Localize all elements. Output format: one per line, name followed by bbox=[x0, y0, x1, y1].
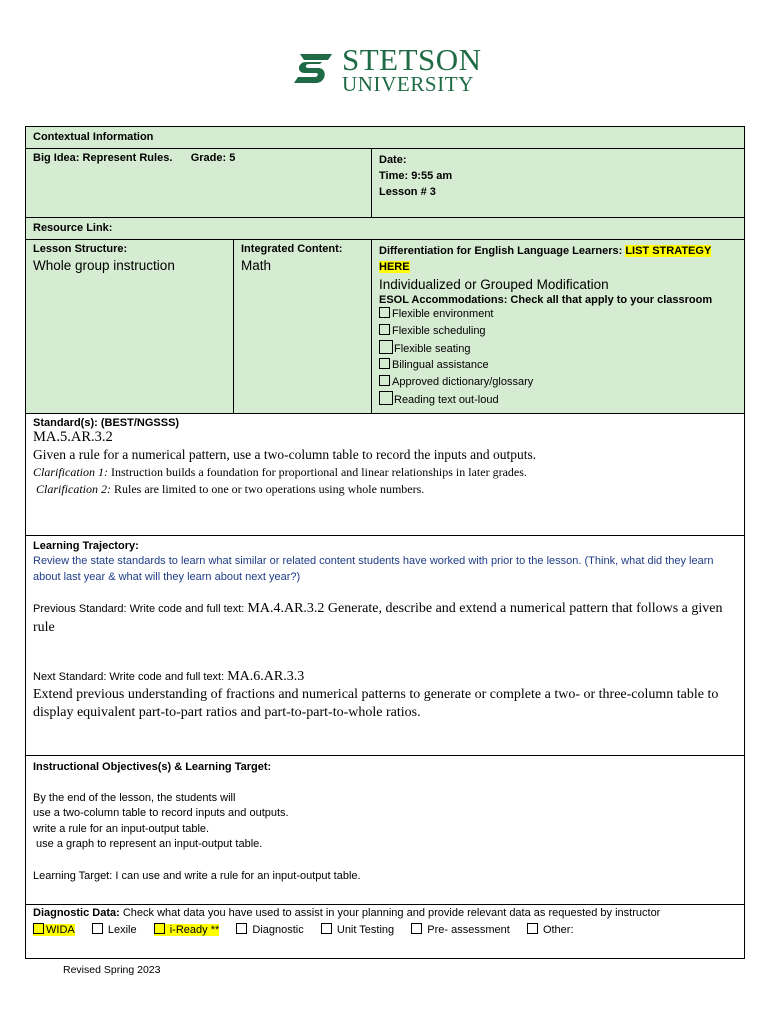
diagnostic-options bbox=[33, 923, 737, 936]
objectives-row bbox=[26, 756, 744, 905]
stetson-logo bbox=[292, 44, 482, 96]
next-standard-text: Extend previous understanding of fractions and numerical patterns to generate or complete a two- or three-column table to display equivalent part-to-part ratios and part-to-part-to-whole ratios. bbox=[33, 687, 719, 720]
diagnostic-row bbox=[26, 905, 744, 958]
checkbox-icon[interactable] bbox=[154, 923, 165, 934]
integrated-content-cell bbox=[233, 240, 371, 413]
diagnostic-option-other[interactable]: Other: bbox=[527, 924, 574, 936]
standards-row bbox=[26, 414, 744, 536]
diagnostic-label: Diagnostic Data: bbox=[33, 907, 120, 919]
structure-row bbox=[26, 240, 744, 414]
next-standard bbox=[33, 667, 737, 686]
checkbox-icon[interactable] bbox=[379, 391, 393, 405]
learning-target: Learning Target: I can use and write a rule for an input-output table. bbox=[33, 869, 361, 882]
checkbox-icon[interactable] bbox=[33, 923, 44, 934]
lesson-number: Lesson # 3 bbox=[379, 186, 436, 198]
esol-item[interactable]: Bilingual assistance bbox=[379, 357, 737, 374]
logo-line1: STETSON bbox=[342, 42, 482, 77]
esol-item[interactable]: Flexible scheduling bbox=[379, 323, 737, 340]
diagnostic-option-iready[interactable]: i-Ready ** bbox=[154, 924, 220, 936]
esol-item[interactable]: Flexible environment bbox=[379, 306, 737, 323]
diagnostic-cell bbox=[26, 905, 744, 958]
diagnostic-option-diagnostic[interactable]: Diagnostic bbox=[236, 924, 303, 936]
clarification-1-label: Clarification 1: bbox=[33, 465, 108, 479]
footer-revised: Revised Spring 2023 bbox=[63, 964, 161, 976]
objectives-label: Instructional Objectives(s) & Learning Target: bbox=[33, 761, 272, 773]
objectives-cell bbox=[26, 756, 744, 904]
standard-code: MA.5.AR.3.2 bbox=[33, 429, 113, 445]
resource-link: Resource Link: bbox=[26, 218, 744, 240]
date-cell bbox=[371, 149, 744, 217]
trajectory-label: Learning Trajectory: bbox=[33, 540, 139, 552]
contextual-row bbox=[26, 149, 744, 218]
objective-line: By the end of the lesson, the students will bbox=[33, 791, 236, 804]
diagnostic-instructions: Check what data you have used to assist in your planning and provide relevant data as requested by instructor bbox=[119, 907, 661, 919]
checkbox-icon[interactable] bbox=[321, 923, 332, 934]
standard-text: Given a rule for a numerical pattern, use a two-column table to record the inputs and outputs. bbox=[33, 447, 537, 462]
lesson-structure-value: Whole group instruction bbox=[33, 258, 175, 273]
previous-standard-label: Previous Standard: Write code and full text: bbox=[33, 603, 248, 615]
clarification-2-text: Rules are limited to one or two operations using whole numbers. bbox=[111, 482, 425, 496]
checkbox-icon[interactable] bbox=[527, 923, 538, 934]
diagnostic-option-lexile[interactable]: Lexile bbox=[92, 924, 137, 936]
checkbox-icon[interactable] bbox=[379, 358, 390, 369]
big-idea: Big Idea: Represent Rules. bbox=[33, 152, 173, 164]
big-idea-cell bbox=[26, 149, 371, 217]
ell-cell bbox=[371, 240, 744, 413]
esol-item[interactable]: Reading text out-loud bbox=[379, 391, 737, 408]
lesson-structure-cell bbox=[26, 240, 233, 413]
lesson-plan-form bbox=[25, 126, 745, 959]
ell-label: Differentiation for English Language Learners: bbox=[379, 245, 626, 257]
esol-label: ESOL Accommodations: Check all that apply to your classroom bbox=[379, 294, 713, 306]
objective-line: use a graph to represent an input-output table. bbox=[33, 838, 263, 850]
clarification-1-text: Instruction builds a foundation for proportional and linear relationships in later grades. bbox=[108, 465, 527, 479]
checkbox-icon[interactable] bbox=[411, 923, 422, 934]
time-value: Time: 9:55 am bbox=[379, 170, 453, 182]
contextual-header: Contextual Information bbox=[26, 127, 744, 149]
trajectory-row bbox=[26, 536, 744, 756]
checkbox-icon[interactable] bbox=[236, 923, 247, 934]
checkbox-icon[interactable] bbox=[92, 923, 103, 934]
ell-strategy-highlight: LIST STRATEGY HERE bbox=[379, 245, 712, 273]
diagnostic-option-pre-assessment[interactable]: Pre- assessment bbox=[411, 924, 510, 936]
trajectory-cell bbox=[26, 536, 744, 755]
esol-item[interactable]: Approved dictionary/glossary bbox=[379, 374, 737, 391]
diagnostic-option-unit-testing[interactable]: Unit Testing bbox=[321, 924, 394, 936]
grade-value: 5 bbox=[229, 152, 236, 164]
next-standard-code: MA.6.AR.3.3 bbox=[227, 669, 305, 684]
diagnostic-option-wida[interactable]: WIDA bbox=[33, 924, 75, 936]
ell-value: Individualized or Grouped Modification bbox=[379, 277, 609, 292]
stetson-s-icon bbox=[292, 52, 332, 86]
date-label: Date: bbox=[379, 154, 407, 166]
integrated-content-label: Integrated Content: bbox=[241, 243, 343, 255]
next-standard-label: Next Standard: Write code and full text: bbox=[33, 671, 228, 683]
previous-standard bbox=[33, 599, 737, 637]
checkbox-icon[interactable] bbox=[379, 375, 390, 386]
standards-cell bbox=[26, 414, 744, 535]
esol-checklist bbox=[379, 306, 737, 408]
trajectory-instructions: Review the state standards to learn what similar or related content students have worked with prior to the lesson. (Think, what did they learn about last year & what will they learn about next year?) bbox=[33, 555, 714, 583]
checkbox-icon[interactable] bbox=[379, 324, 390, 335]
logo-line2: UNIVERSITY bbox=[342, 72, 474, 96]
grade-label: Grade: bbox=[190, 152, 227, 164]
checkbox-icon[interactable] bbox=[379, 340, 393, 354]
objective-line: use a two-column table to record inputs and outputs. bbox=[33, 807, 289, 819]
clarification-2-label: Clarification 2: bbox=[36, 482, 111, 496]
objective-line: write a rule for an input-output table. bbox=[33, 822, 210, 835]
standards-label: Standard(s): (BEST/NGSSS) bbox=[33, 417, 180, 429]
checkbox-icon[interactable] bbox=[379, 307, 390, 318]
previous-standard-text: MA.4.AR.3.2 Generate, describe and extend a numerical pattern that follows a given rule bbox=[33, 601, 723, 635]
integrated-content-value: Math bbox=[241, 258, 272, 273]
lesson-structure-label: Lesson Structure: bbox=[33, 243, 128, 255]
esol-item[interactable]: Flexible seating bbox=[379, 340, 737, 357]
